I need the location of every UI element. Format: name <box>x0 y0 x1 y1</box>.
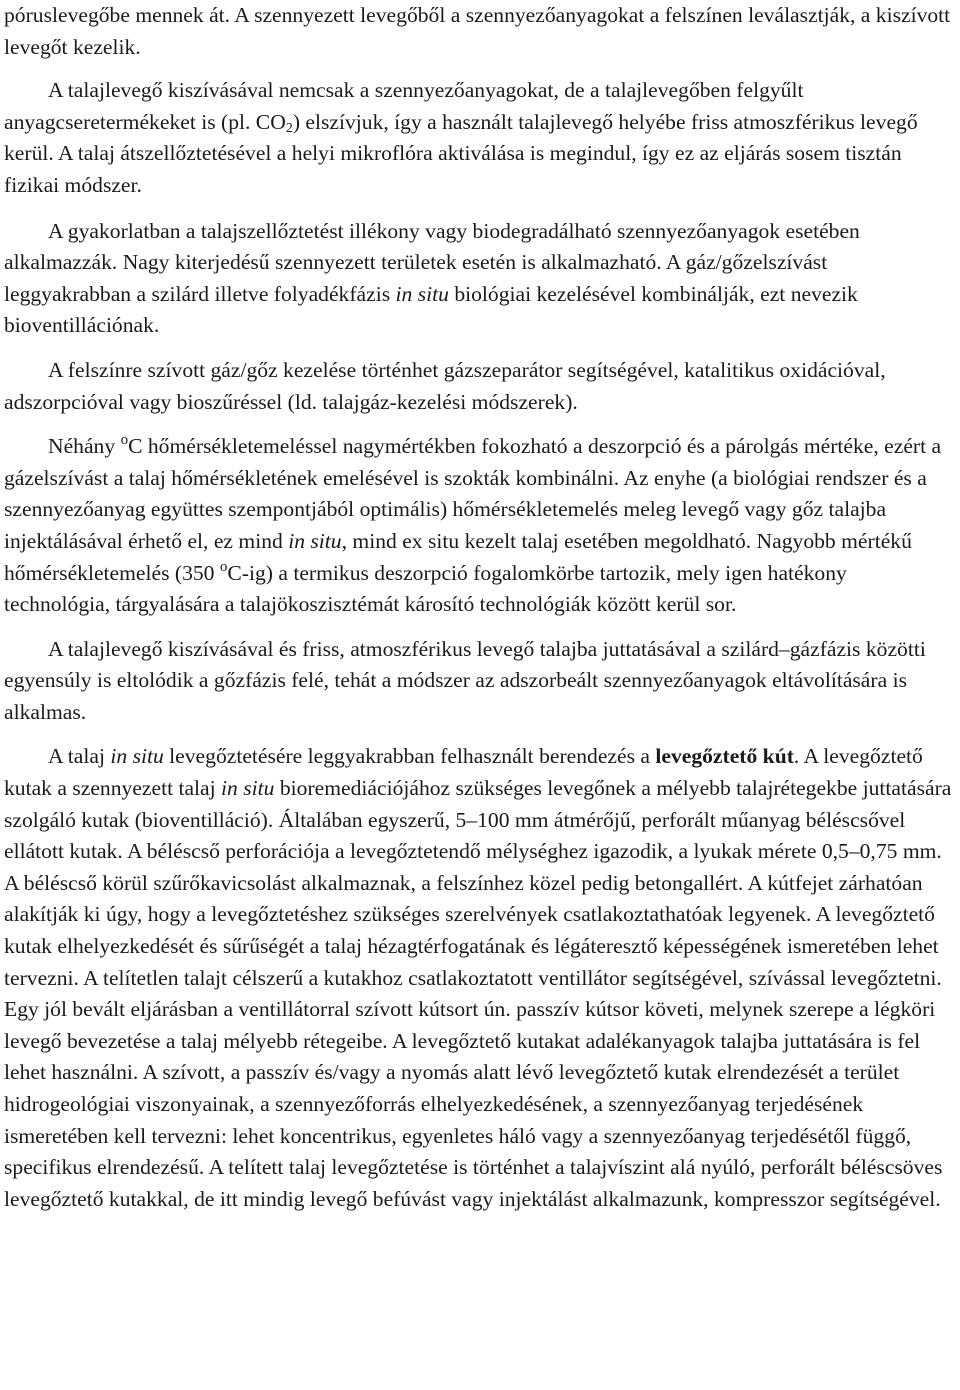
paragraph-6-text: A talajlevegő kiszívásával és friss, atmoszférikus levegő talajba juttatásával a szilárd–gázfázis közötti egyensúly is eltolódik a gőzfázis felé, tehát a módszer az adszorbeált szennyezőanyagok eltávolítására is alkalmas. <box>4 636 926 724</box>
paragraph-3 <box>4 216 956 342</box>
degree-superscript: o <box>219 558 228 575</box>
subscript-2: 2 <box>285 120 293 136</box>
italic-in-situ: in situ <box>395 281 449 306</box>
paragraph-3-text-b: biológiai kezelésével kombinálják, ezt nevezik bioventillációnak. <box>4 281 858 338</box>
paragraph-7-text-d: bioremediációjához szükséges levegőnek a mélyebb talajrétegekbe juttatására szolgáló kutak (bioventilláció). Általában egyszerű, 5–100 mm átmérőjű, perforált műanyag béléscsővel ellátott kutak. A béléscső perforációja a levegőztetendő mélységhez igazodik, a lyukak mérete 0,5–0,75 mm. A béléscső körül szűrőkavicsolást alkalmaznak, a felszínhez közel pedig betongallért. A kútfejet zárhatóan alakítják ki úgy, hogy a levegőztetéshez szükséges szerelvények csatlakoztathatóak legyenek. A levegőztető kutak elhelyezkedését és sűrűségét a talaj hézagtérfogatának és légáteresztő képességének ismeretében lehet tervezni. A telítetlen talajt célszerű a kutakhoz csatlakoztatott ventillátor segítségével, szívással levegőztetni. Egy jól bevált eljárásban a ventillátorral szívott kútsort ún. passzív kútsor követi, melynek szerepe a légköri levegő bevezetése a talaj mélyebb rétegeibe. A levegőztető kutakat adalékanyagok talajba juttatására is fel lehet használni. A szívott, a passzív és/vagy a nyomás alatt lévő levegőztető kutak elrendezését a terület hidrogeológiai viszonyainak, a szennyezőforrás elhelyezkedésének, a szennyezőanyag terjedésének ismeretében kell tervezni: lehet koncentrikus, egyenletes háló vagy a szennyezőanyag terjedésétől függő, specifikus elrendezésű. A telített talaj levegőztetése is történhet a talajvíszint alá nyúló, perforált béléscsöves levegőztető kutakkal, de itt mindig levegő befúvást vagy injektálást alkalmazunk, kompresszor segítségével. <box>4 776 952 1211</box>
paragraph-5-text-c: , mind ex situ kezelt talaj esetében megoldható. Nagyobb mértékű hőmérsékletemelés (350 <box>4 528 912 585</box>
paragraph-7-text-b: levegőztetésére leggyakrabban felhasznált berendezés a <box>163 744 656 769</box>
paragraph-2 <box>4 75 956 201</box>
paragraph-6 <box>4 634 956 729</box>
paragraph-4 <box>4 355 956 418</box>
paragraph-4-text: A felszínre szívott gáz/gőz kezelése történhet gázszeparátor segítségével, katalitikus oxidációval, adszorpcióval vagy bioszűréssel (ld. talajgáz-kezelési módszerek). <box>4 357 886 414</box>
paragraph-5-text-a: Néhány <box>48 434 121 459</box>
document-page <box>4 0 956 1215</box>
paragraph-5 <box>4 431 956 621</box>
degree-superscript: o <box>120 432 129 449</box>
paragraph-2-text-b: ) elszívjuk, így a használt talajlevegő helyébe friss atmoszférikus levegő kerül. A talaj átszellőztetésével a helyi mikroflóra aktiválása is megindul, így ez az eljárás sosem tisztán fizikai módszer. <box>4 109 918 197</box>
paragraph-7-text-a: A talaj <box>48 744 111 769</box>
italic-in-situ: in situ <box>221 776 275 801</box>
paragraph-1 <box>4 0 956 63</box>
paragraph-1-text: póruslevegőbe mennek át. A szennyezett levegőből a szennyezőanyagokat a felszínen leválasztják, a kiszívott levegőt kezelik. <box>4 3 951 59</box>
paragraph-5-text-d: C-ig) a termikus deszorpció fogalomkörbe tartozik, mely igen hatékony technológia, tárgyalására a talajökoszisztémát károsító technológiák között kerül sor. <box>4 560 847 617</box>
paragraph-5-text-b: C hőmérsékletemeléssel nagymértékben fokozható a deszorpció és a párolgás mértéke, ezért a gázelszívást a talaj hőmérsékletének emelésével is szokták kombinálni. Az enyhe (a biológiai rendszer és a szennyezőanyag együttes szempontjából optimális) hőmérsékletemelés meleg levegő vagy gőz talajba injektálásával érhető el, ez mind <box>4 434 942 553</box>
paragraph-2-text-a: A talajlevegő kiszívásával nemcsak a szennyezőanyagokat, de a talajlevegőben felgyűlt anyagcseretermékeket is (pl. CO <box>4 78 804 134</box>
italic-in-situ: in situ <box>110 744 164 769</box>
bold-term: levegőztető kút <box>655 744 794 769</box>
paragraph-3-text-a: A gyakorlatban a talajszellőztetést illékony vagy biodegradálható szennyezőanyagok esetében alkalmazzák. Nagy kiterjedésű szennyezett területek esetén is alkalmazható. A gáz/gőzelszívást leggyakrabban a szilárd illetve folyadékfázis <box>4 218 860 306</box>
paragraph-7 <box>4 741 956 1215</box>
italic-in-situ: in situ <box>288 528 342 553</box>
paragraph-7-text-c: . A levegőztető kutak a szennyezett talaj <box>4 744 923 801</box>
